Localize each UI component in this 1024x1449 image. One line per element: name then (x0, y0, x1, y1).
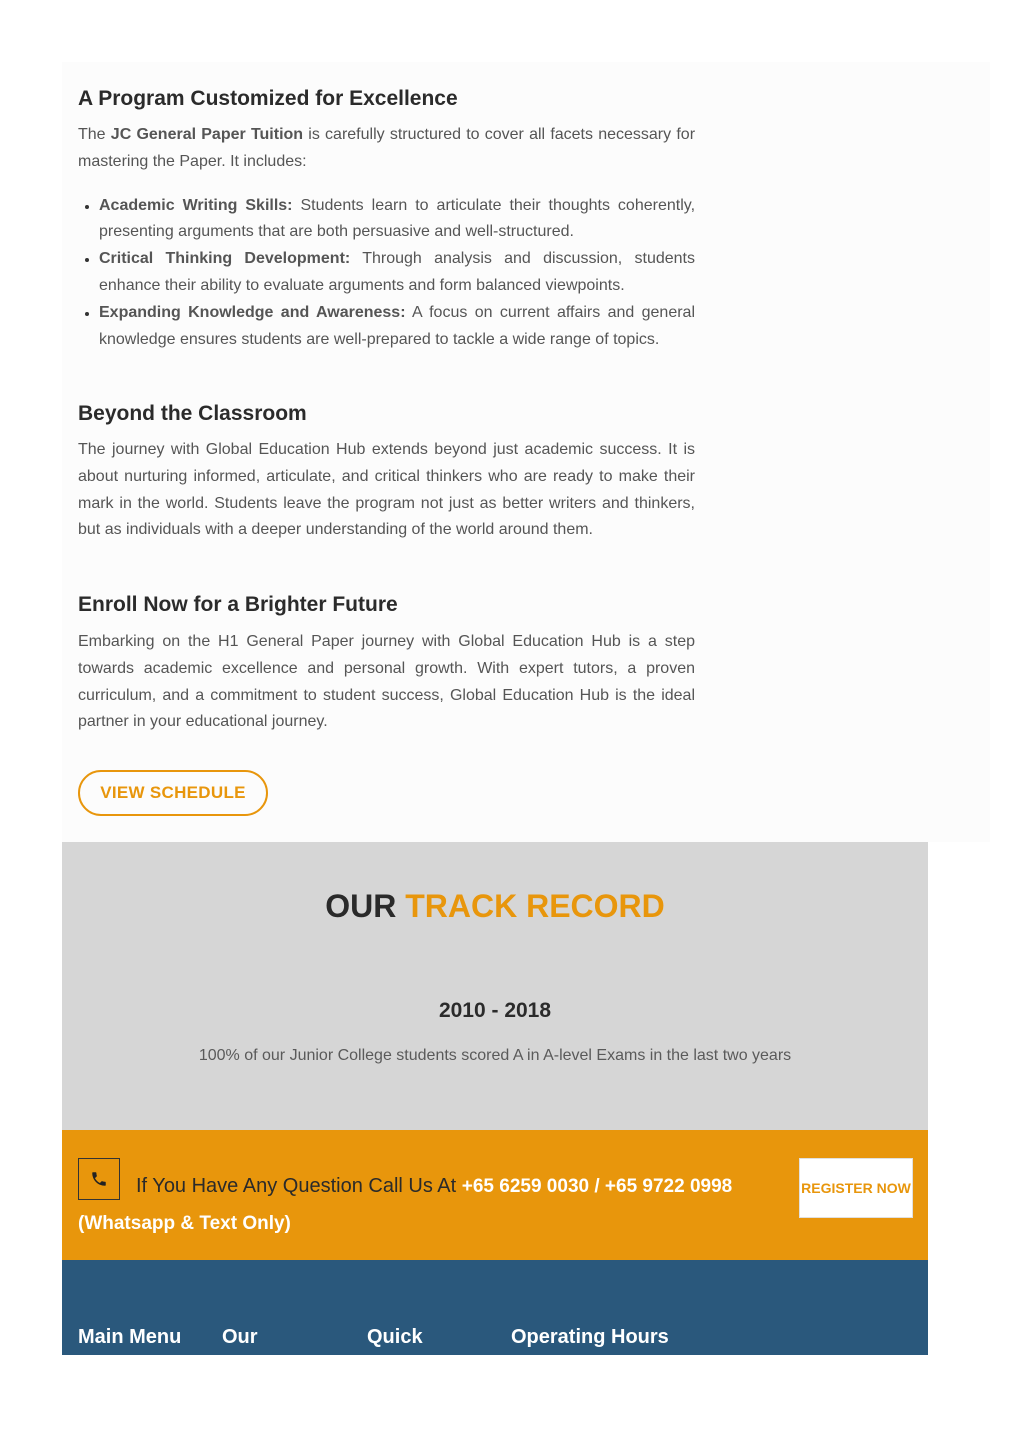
register-now-button[interactable]: REGISTER NOW (799, 1158, 913, 1218)
section-title: Beyond the Classroom (78, 402, 307, 425)
footer-heading-operating-hours: Operating Hours (511, 1326, 669, 1348)
contact-note: (Whatsapp & Text Only) (78, 1213, 291, 1234)
section-enroll (78, 592, 695, 736)
section-title: Enroll Now for a Brighter Future (78, 593, 398, 616)
track-record-section (62, 842, 928, 1130)
footer-heading-quick: Quick (367, 1326, 423, 1348)
contact-banner (62, 1130, 928, 1260)
section-body: The journey with Global Education Hub extends beyond just academic success. It is about nurturing informed, articulate, and critical thinkers who are ready to make their mark in the world. Students leave the program not just as better writers and thinkers, but as individuals with a deeper understanding of the world around them. (78, 441, 695, 539)
footer-heading-our: Our (222, 1326, 258, 1348)
feature-list (78, 193, 695, 354)
phone-numbers[interactable]: +65 6259 0030 / +65 9722 0998 (461, 1176, 733, 1197)
list-item: • Critical Thinking Development: Through analysis and discussion, students enhance their ability to evaluate arguments and form balanced viewpoints. (99, 246, 695, 300)
track-description: 100% of our Junior College students scored A in A-level Exams in the last two years (198, 1047, 792, 1064)
track-record-title: OUR TRACK RECORD (325, 888, 665, 924)
section-program (78, 86, 695, 353)
contact-text: If You Have Any Question Call Us At +65 6259 0030 / +65 9722 0998 (Whatsapp & Text Only) (78, 1175, 733, 1234)
footer (62, 1260, 928, 1355)
section-intro: The JC General Paper Tuition is carefully structured to cover all facets necessary for mastering the Paper. It includes: (78, 126, 696, 170)
section-beyond (78, 401, 695, 544)
section-body: Embarking on the H1 General Paper journey with Global Education Hub is a step towards academic excellence and personal growth. With expert tutors, a proven curriculum, and a commitment to student success, Global Education Hub is the ideal partner in your educational journey. (78, 633, 695, 731)
footer-heading-main-menu: Main Menu (78, 1326, 182, 1348)
view-schedule-button[interactable]: VIEW SCHEDULE (78, 770, 268, 816)
list-item: • Academic Writing Skills: Students learn to articulate their thoughts coherently, presenting arguments that are both persuasive and well-structured. (99, 193, 695, 247)
track-years: 2010 - 2018 (438, 999, 552, 1022)
list-item: • Expanding Knowledge and Awareness: A focus on current affairs and general knowledge ensures students are well-prepared to tackle a wide range of topics. (99, 300, 695, 354)
section-title: A Program Customized for Excellence (78, 87, 458, 110)
